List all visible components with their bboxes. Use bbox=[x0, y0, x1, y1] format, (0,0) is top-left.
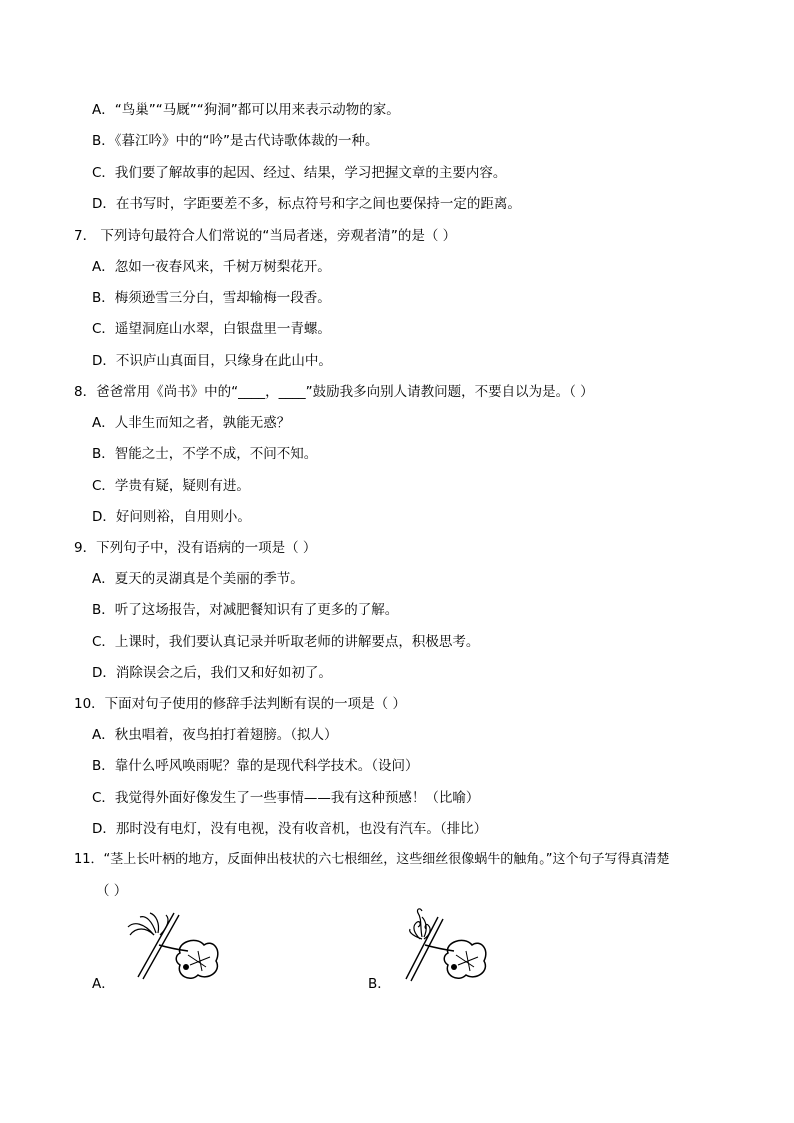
q6-option-b: B．《暮江吟》中的“吟”是古代诗歌体裁的一种。 bbox=[92, 133, 379, 149]
question-9-stem: 9．下列句子中，没有语病的一项是（ ） bbox=[74, 540, 317, 556]
q7-option-d: D．不识庐山真面目，只缘身在此山中。 bbox=[92, 353, 332, 369]
q9-option-c: C．上课时，我们要认真记录并听取老师的讲解要点，积极思考。 bbox=[92, 634, 480, 650]
q7-option-b: B．梅须逊雪三分白，雪却输梅一段香。 bbox=[92, 290, 331, 306]
question-11-option-b-label: B． bbox=[368, 976, 391, 992]
q7-option-a: A．忽如一夜春风来，千树万树梨花开。 bbox=[92, 259, 331, 275]
question-11-stem: 11．“茎上长叶柄的地方，反面伸出枝状的六七根细丝，这些细丝很像蜗牛的触角。”这个句子写得真清楚 bbox=[74, 852, 670, 867]
q8-option-b: B．智能之士，不学不成，不问不知。 bbox=[92, 446, 318, 462]
question-7-stem: 7． 下列诗句最符合人们常说的“当局者迷，旁观者清”的是（ ） bbox=[74, 228, 457, 244]
question-8-stem: 8．爸爸常用《尚书》中的“____，____”鼓励我多向别人请教问题，不要自以为是。（ ） bbox=[74, 384, 594, 400]
q6-option-d: D．在书写时，字距要差不多，标点符号和字之间也要保持一定的距离。 bbox=[92, 196, 521, 212]
q10-option-c: C．我觉得外面好像发生了一些事情——我有这种预感！（比喻） bbox=[92, 790, 480, 806]
q8-option-a: A．人非生而知之者，孰能无惑？ bbox=[92, 415, 291, 431]
q10-option-a: A．秋虫唱着，夜鸟拍打着翅膀。（拟人） bbox=[92, 727, 338, 743]
plant-stem-illustration-b bbox=[392, 903, 502, 987]
q8-option-d: D．好问则裕，自用则小。 bbox=[92, 509, 251, 525]
plant-stem-illustration-a bbox=[118, 905, 230, 987]
q9-option-a: A．夏天的灵湖真是个美丽的季节。 bbox=[92, 571, 304, 587]
q6-option-c: C．我们要了解故事的起因、经过、结果，学习把握文章的主要内容。 bbox=[92, 165, 507, 181]
q6-option-a: A．“鸟巢”“马厩”“狗洞”都可以用来表示动物的家。 bbox=[92, 102, 400, 118]
q7-option-c: C．遥望洞庭山水翠，白银盘里一青螺。 bbox=[92, 321, 331, 337]
q9-option-d: D．消除误会之后，我们又和好如初了。 bbox=[92, 665, 332, 681]
question-11-answer-paren: （ ） bbox=[96, 883, 128, 899]
q10-option-d: D．那时没有电灯，没有电视，没有收音机，也没有汽车。（排比） bbox=[92, 821, 488, 837]
q8-option-c: C．学贵有疑，疑则有进。 bbox=[92, 478, 250, 494]
question-10-stem: 10．下面对句子使用的修辞手法判断有误的一项是（ ） bbox=[74, 696, 406, 712]
question-11-option-a-label: A． bbox=[92, 976, 115, 992]
q10-option-b: B．靠什么呼风唤雨呢？靠的是现代科学技术。（设问） bbox=[92, 758, 419, 774]
q9-option-b: B．听了这场报告，对减肥餐知识有了更多的了解。 bbox=[92, 602, 399, 618]
